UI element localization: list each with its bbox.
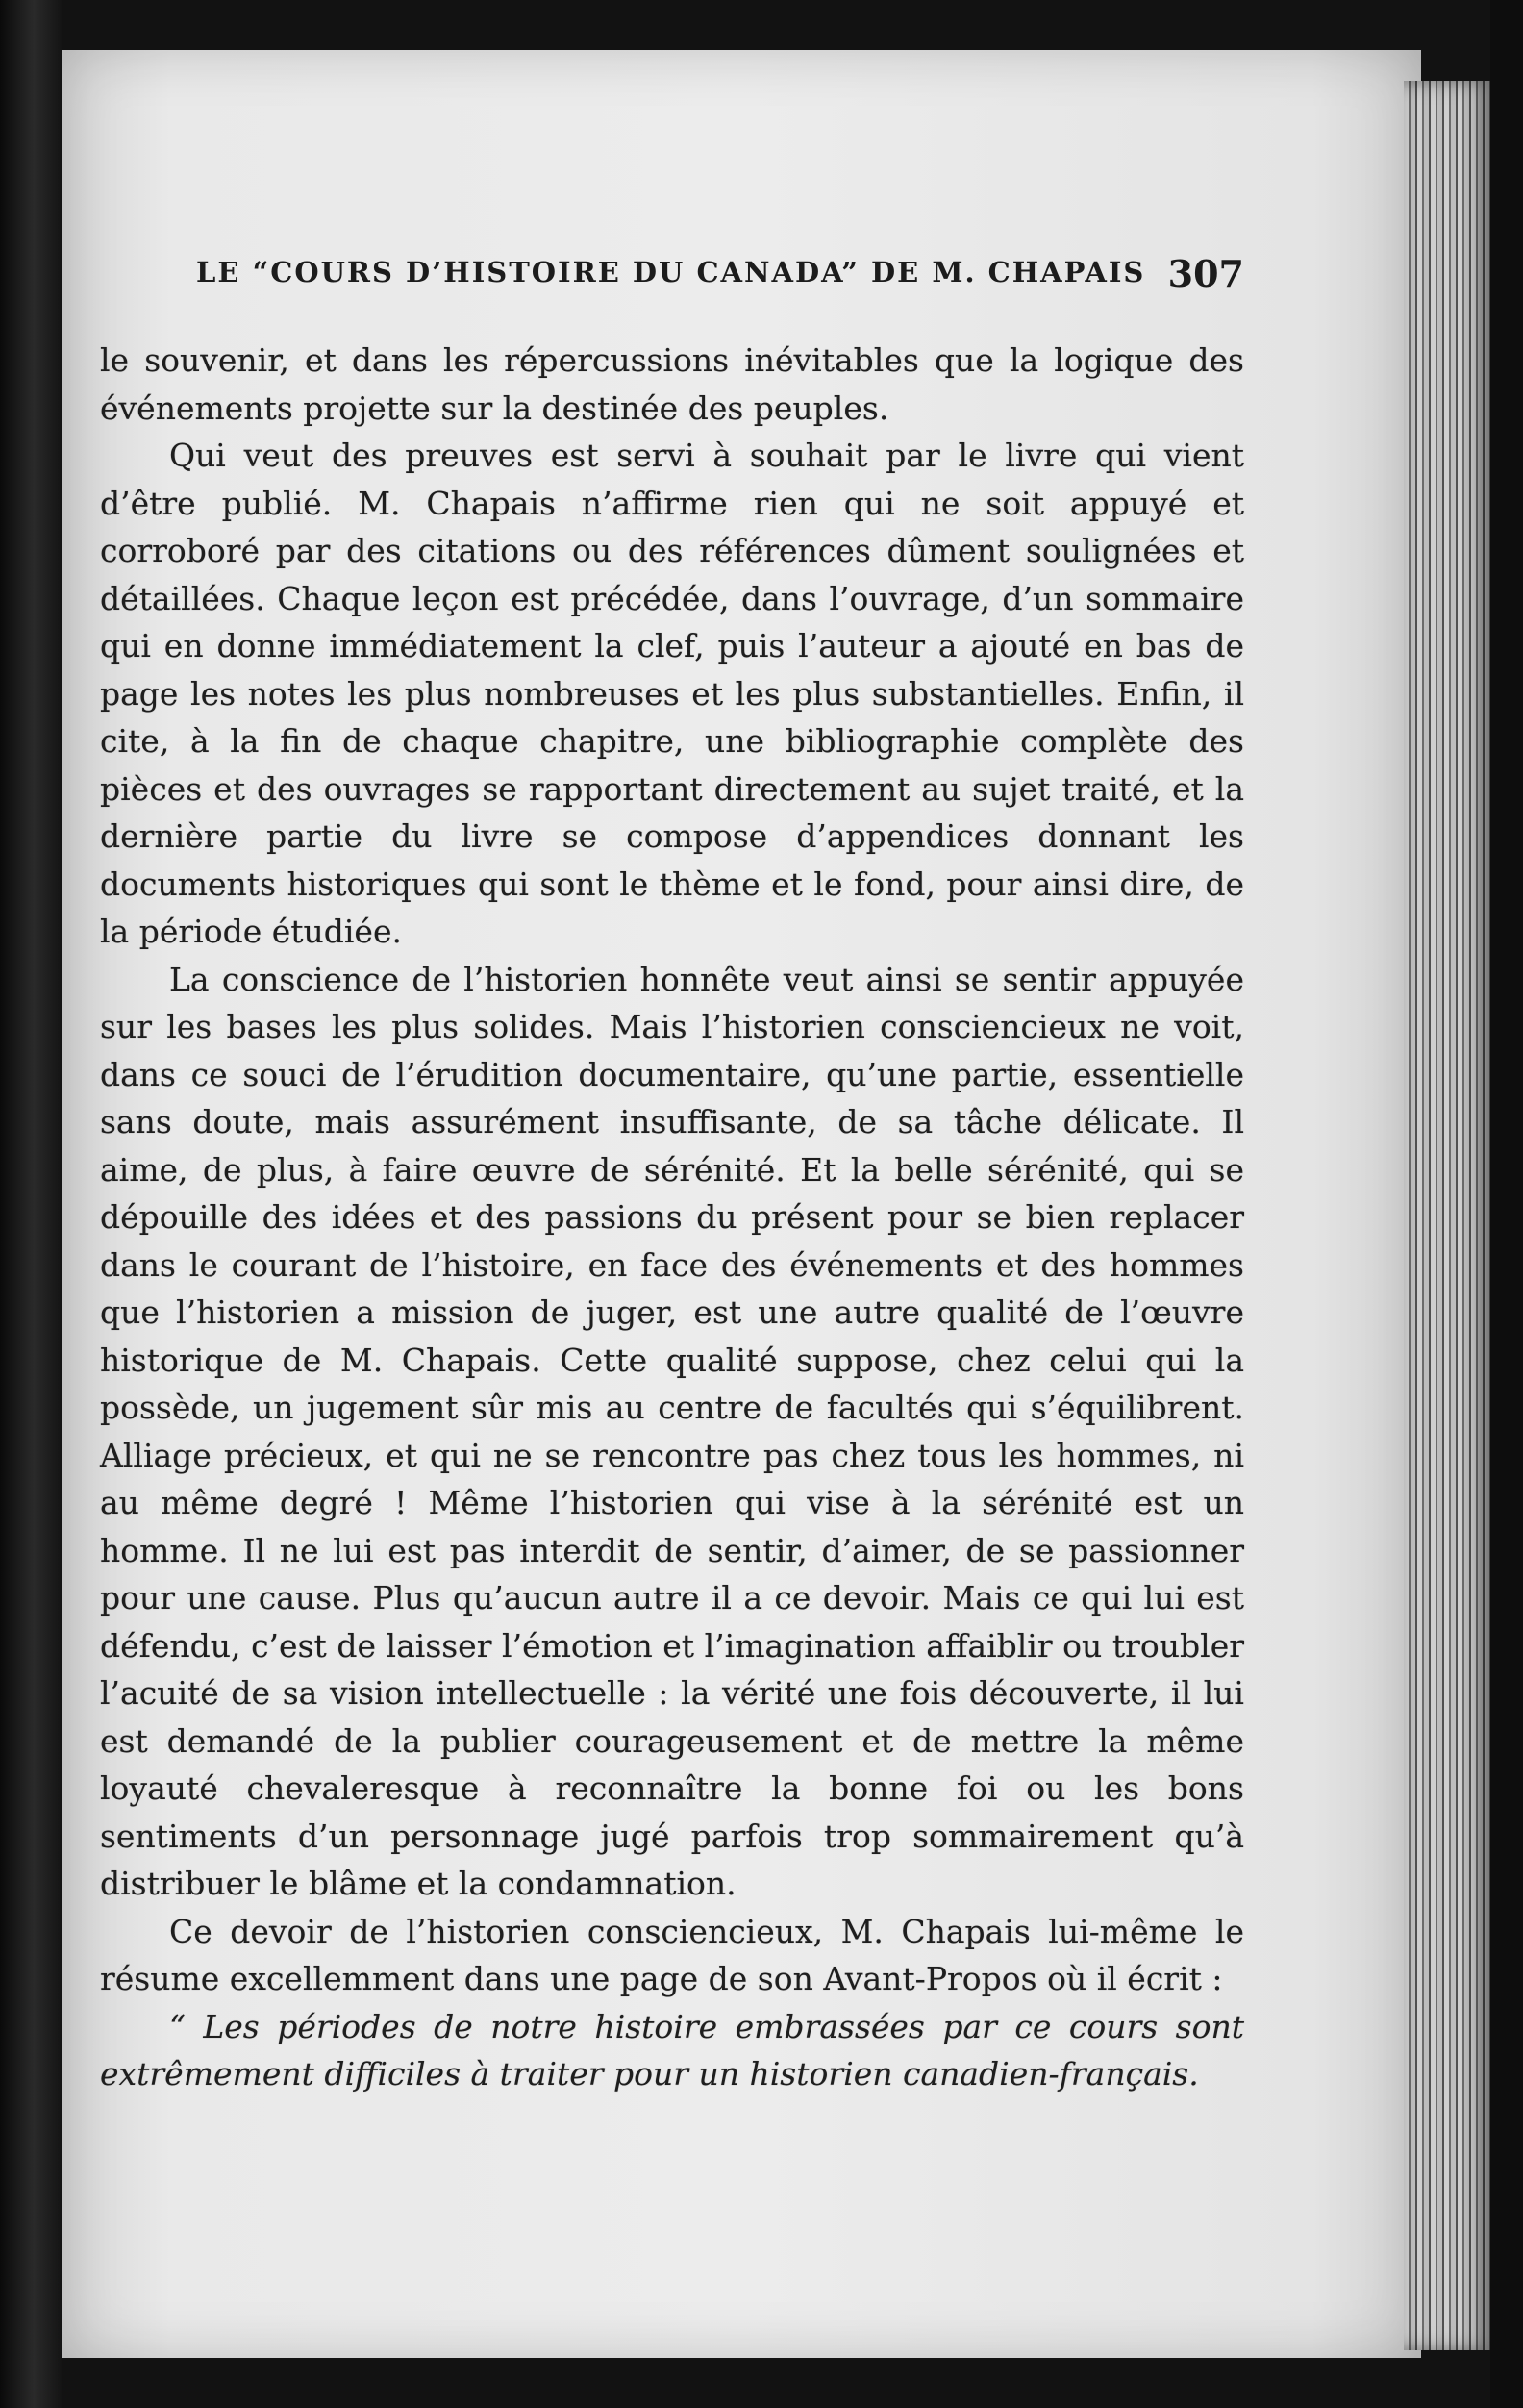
paragraph: Qui veut des preuves est servi à souhait par le livre qui vient d’être publié. M. Chapais n’affirme rien qui ne soit appuyé et corroboré par des citations ou des références dûment soulignées et détaillées. Chaque leçon est précédée, dans l’ouvrage, d’un sommaire qui en donne immédiatement la clef, puis l’auteur a ajouté en bas de page les notes les plus nombreuses et les plus substantielles. Enfin, il cite, à la fin de chaque chapitre, une bibliographie complète des pièces et des ouvrages se rapportant directement au sujet traité, et la dernière partie du livre se compose d’appendices donnant les documents historiques qui sont le thème et le fond, pour ainsi dire, de la période étudiée.: [100, 437, 1244, 950]
running-head: [100, 252, 1244, 300]
book-binding-shadow: [0, 0, 62, 2408]
page-edges: [1404, 81, 1490, 2350]
running-title: LE “COURS D’HISTOIRE DU CANADA” DE M. CHAPAIS: [196, 256, 1146, 288]
paragraph: Ce devoir de l’historien consciencieux, M. Chapais lui-même le résume excellemment dans une page de son Avant-Propos où il écrit :: [100, 1912, 1244, 1997]
body-text: [100, 337, 1244, 2098]
page-number: 307: [1167, 252, 1244, 295]
quotation: “ Les périodes de notre histoire embrassées par ce cours sont extrêmement difficiles à traiter pour un historien canadien-français.: [100, 2007, 1244, 2093]
paragraph: La conscience de l’historien honnête veut ainsi se sentir appuyée sur les bases les plus solides. Mais l’historien consciencieux ne voit, dans ce souci de l’érudition documentaire, qu’une partie, essentielle sans doute, mais assurément insuffisante, de sa tâche délicate. Il aime, de plus, à faire œuvre de sérénité. Et la belle sérénité, qui se dépouille des idées et des passions du présent pour se bien replacer dans le courant de l’histoire, en face des événements et des hommes que l’historien a mission de juger, est une autre qualité de l’œuvre historique de M. Chapais. Cette qualité suppose, chez celui qui la possède, un jugement sûr mis au centre de facultés qui s’équilibrent. Alliage précieux, et qui ne se rencontre pas chez tous les hommes, ni au même degré ! Même l’historien qui vise à la sérénité est un homme. Il ne lui est pas interdit de sentir, d’aimer, de se passionner pour une cause. Plus qu’aucun autre il a ce devoir. Mais ce qui lui est défendu, c’est de laisser l’émotion et l’imagination affaiblir ou troubler l’acuité de sa vision intellectuelle : la vérité une fois découverte, il lui est demandé de la publier courageusement et de mettre la même loyauté chevaleresque à reconnaître la bonne foi ou les bons sentiments d’un personnage jugé parfois trop sommairement qu’à distribuer le blâme et la condamnation.: [100, 960, 1244, 1902]
paragraph-continuation: le souvenir, et dans les répercussions inévitables que la logique des événements projette sur la destinée des peuples.: [100, 341, 1244, 427]
scan-background: [1490, 0, 1523, 2408]
